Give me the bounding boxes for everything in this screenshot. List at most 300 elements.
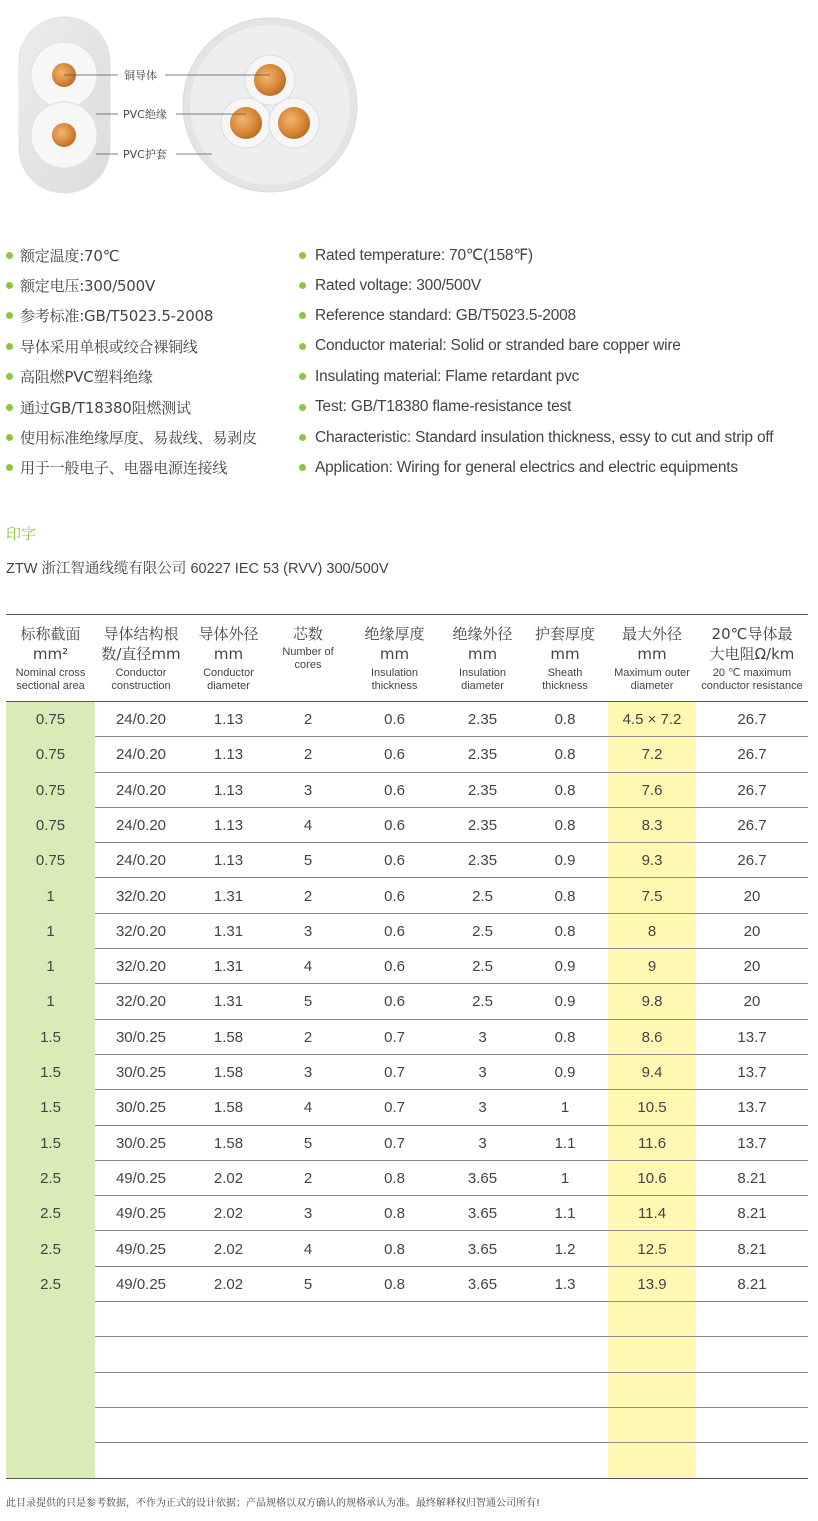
feature-text: 用于一般电子、电器电源连接线	[20, 459, 228, 478]
table-cell: 1.5	[40, 1064, 61, 1081]
table-cell: 0.75	[35, 746, 66, 764]
table-cell	[696, 1337, 808, 1372]
feature-item	[299, 331, 773, 361]
table-cell	[608, 1302, 696, 1337]
table-cell: 7.5	[641, 887, 663, 905]
header-en: 20 ℃ maximum	[712, 667, 792, 679]
table-cell	[95, 1408, 187, 1443]
label-conductor: 铜导体	[124, 69, 157, 82]
table-cell: 20	[743, 922, 761, 940]
table-cell: 2	[303, 746, 313, 764]
feature-item	[6, 301, 257, 331]
table-cell: 4	[303, 816, 313, 834]
table-cell: 5	[303, 852, 313, 870]
table-cell: 49/0.25	[115, 1275, 167, 1293]
table-cell	[608, 1443, 696, 1478]
header-cn: 导体结构根	[103, 625, 179, 643]
header-en: Conductor	[115, 667, 167, 679]
header-en: Sheath	[547, 667, 583, 679]
table-cell: 2	[303, 1169, 313, 1187]
table-cell: 0.8	[384, 1240, 405, 1258]
table-cell	[522, 1373, 608, 1408]
table-row	[6, 1090, 808, 1125]
feature-text: Test: GB/T18380 flame-resistance test	[315, 398, 572, 416]
column-header	[443, 615, 522, 701]
feature-item	[299, 392, 773, 422]
feature-text: 使用标准绝缘厚度、易裁线、易剥皮	[20, 429, 257, 448]
table-cell	[696, 1373, 808, 1408]
table-cell: 1.58	[213, 1064, 244, 1081]
table-cell	[187, 1408, 270, 1443]
header-cn-line2: 数/直径mm	[101, 645, 181, 663]
feature-item	[299, 270, 773, 300]
table-cell: 1.58	[213, 1099, 244, 1117]
table-cell: 5	[303, 1134, 313, 1152]
header-cn-line2: mm	[213, 645, 244, 663]
header-en-line2: construction	[111, 680, 171, 692]
table-cell	[443, 1337, 522, 1372]
table-cell: 24/0.20	[115, 746, 167, 764]
table-cell: 2.02	[213, 1240, 244, 1258]
feature-item	[6, 362, 257, 392]
table-cell: 0.9	[554, 958, 576, 976]
table-cell: 0.6	[384, 852, 405, 870]
table-cell: 0.8	[384, 1169, 405, 1187]
features-chinese	[6, 240, 257, 483]
table-cell: 13.9	[637, 1275, 667, 1293]
table-cell: 0.9	[554, 1064, 576, 1081]
table-cell: 0.7	[384, 1134, 405, 1152]
table-cell: 1	[560, 1169, 570, 1187]
table-cell: 0.8	[554, 781, 576, 799]
column-header	[608, 615, 696, 701]
bullet-dot-icon	[6, 252, 13, 259]
column-header	[522, 615, 608, 701]
header-en: Insulation	[458, 667, 507, 679]
table-row	[6, 1232, 808, 1267]
header-en-line2: diameter	[207, 680, 250, 692]
table-cell: 0.6	[384, 887, 405, 905]
feature-item	[299, 301, 773, 331]
table-cell: 1.31	[213, 993, 244, 1011]
cable-cross-section-diagram	[0, 0, 818, 210]
header-cn: 芯数	[292, 625, 323, 643]
table-cell: 1.2	[554, 1240, 576, 1258]
table-cell	[6, 1408, 95, 1443]
table-cell	[522, 1443, 608, 1478]
table-cell: 0.6	[384, 922, 405, 940]
table-row	[6, 1373, 808, 1408]
feature-item	[299, 422, 773, 452]
table-cell: 1.13	[213, 781, 244, 799]
bullet-dot-icon	[6, 282, 13, 289]
table-cell: 30/0.25	[115, 1028, 167, 1046]
table-cell	[443, 1373, 522, 1408]
table-cell: 1	[46, 993, 55, 1011]
label-sheath: PVC护套	[123, 148, 167, 161]
table-cell: 0.7	[384, 1099, 405, 1117]
table-cell: 9.8	[641, 993, 663, 1011]
table-cell	[346, 1373, 443, 1408]
table-cell: 2	[303, 711, 313, 728]
table-cell: 3	[478, 1064, 487, 1081]
table-cell	[696, 1443, 808, 1478]
table-cell: 32/0.20	[115, 993, 167, 1011]
feature-text: 通过GB/T18380阻燃测试	[20, 398, 191, 417]
label-insulation: PVC绝缘	[123, 108, 167, 121]
table-cell: 30/0.25	[115, 1099, 167, 1117]
table-row	[6, 1408, 808, 1443]
bullet-dot-icon	[299, 252, 306, 259]
table-cell	[346, 1337, 443, 1372]
table-cell: 49/0.25	[115, 1240, 167, 1258]
table-cell: 0.8	[554, 922, 576, 940]
table-cell: 5	[303, 1275, 313, 1293]
column-header	[696, 615, 808, 701]
table-cell	[270, 1302, 346, 1337]
column-header	[187, 615, 270, 701]
table-cell: 32/0.20	[115, 958, 167, 976]
table-cell	[346, 1302, 443, 1337]
table-cell: 9.4	[641, 1064, 663, 1081]
header-en-line2: conductor resistance	[701, 680, 803, 692]
table-cell: 8.21	[737, 1275, 767, 1293]
table-cell: 1	[560, 1099, 570, 1117]
table-cell: 8.6	[641, 1028, 663, 1046]
header-cn: 护套厚度	[534, 625, 595, 643]
table-cell	[608, 1373, 696, 1408]
table-cell: 0.75	[35, 711, 66, 728]
table-cell: 2.35	[467, 816, 498, 834]
feature-item	[6, 240, 257, 270]
table-cell: 0.75	[35, 852, 66, 870]
table-cell: 13.7	[737, 1064, 767, 1081]
table-cell	[346, 1408, 443, 1443]
table-cell	[696, 1408, 808, 1443]
feature-item	[6, 331, 257, 361]
column-header	[346, 615, 443, 701]
feature-text: Application: Wiring for general electrics and electric equipments	[315, 458, 738, 476]
feature-item	[6, 422, 257, 452]
bullet-dot-icon	[299, 464, 306, 471]
table-cell: 1.1	[554, 1134, 576, 1152]
table-cell: 26.7	[737, 816, 767, 834]
table-cell	[443, 1443, 522, 1478]
spec-table	[6, 614, 808, 1479]
table-cell	[187, 1337, 270, 1372]
table-cell: 0.8	[554, 746, 576, 764]
table-cell: 0.6	[384, 781, 405, 799]
table-cell	[696, 1302, 808, 1337]
header-cn: 导体外径	[198, 625, 259, 643]
table-cell: 1.58	[213, 1134, 244, 1152]
table-cell	[346, 1443, 443, 1478]
table-cell: 3.65	[467, 1240, 498, 1258]
table-row	[6, 1443, 808, 1478]
table-cell: 26.7	[737, 746, 767, 764]
table-cell: 3.65	[467, 1169, 498, 1187]
table-cell: 1.13	[213, 852, 244, 870]
table-cell: 4.5 × 7.2	[622, 711, 682, 728]
table-cell: 2.02	[213, 1169, 244, 1187]
table-cell: 2.5	[40, 1240, 61, 1258]
table-cell: 7.2	[641, 746, 663, 764]
table-row	[6, 1337, 808, 1372]
feature-text: 导体采用单根或绞合裸铜线	[20, 337, 198, 356]
header-cn-line2: mm	[550, 645, 580, 663]
table-cell: 2.35	[467, 711, 498, 728]
table-cell: 32/0.20	[115, 922, 167, 940]
table-cell: 30/0.25	[115, 1064, 167, 1081]
table-row	[6, 879, 808, 914]
table-cell: 0.8	[554, 887, 576, 905]
feature-text: Rated temperature: 70℃(158℉)	[315, 246, 533, 264]
table-cell	[443, 1408, 522, 1443]
table-cell: 0.7	[384, 1028, 405, 1046]
table-cell: 1.5	[40, 1134, 61, 1152]
header-cn-line2: mm²	[32, 645, 69, 663]
column-header	[6, 615, 95, 701]
table-cell: 2.5	[40, 1169, 61, 1187]
table-body	[6, 702, 808, 1479]
header-en: Maximum outer	[614, 667, 690, 679]
table-cell	[6, 1302, 95, 1337]
table-cell: 0.8	[554, 711, 576, 728]
table-cell: 1.31	[213, 922, 244, 940]
table-cell: 0.6	[384, 958, 405, 976]
table-cell: 4	[303, 1240, 313, 1258]
table-cell: 2	[303, 1028, 313, 1046]
table-cell: 1	[46, 958, 55, 976]
marking-text: ZTW 浙江智通线缆有限公司 60227 IEC 53 (RVV) 300/500V	[6, 561, 389, 577]
table-cell	[522, 1337, 608, 1372]
table-cell	[522, 1302, 608, 1337]
header-cn-line2: mm	[379, 645, 410, 663]
table-cell: 2.5	[40, 1205, 61, 1223]
table-row	[6, 984, 808, 1019]
table-cell: 13.7	[737, 1028, 767, 1046]
header-en: Insulation	[370, 667, 419, 679]
table-cell: 2.35	[467, 746, 498, 764]
table-row	[6, 1302, 808, 1337]
features-english	[299, 240, 773, 483]
feature-text: 参考标准:GB/T5023.5-2008	[20, 307, 214, 326]
bullet-dot-icon	[6, 434, 13, 441]
table-cell: 20	[743, 887, 761, 905]
table-cell: 0.7	[384, 1064, 405, 1081]
table-cell: 0.6	[384, 993, 405, 1011]
table-cell: 3	[303, 1205, 313, 1223]
table-cell: 3	[303, 781, 313, 799]
table-cell: 0.6	[384, 746, 405, 764]
table-cell: 2.5	[472, 922, 493, 940]
table-cell: 1.5	[40, 1099, 61, 1117]
table-cell: 0.6	[384, 816, 405, 834]
header-cn: 标称截面	[20, 625, 81, 643]
header-en: Nominal cross	[15, 667, 86, 679]
table-cell: 2	[303, 887, 313, 905]
table-cell	[270, 1373, 346, 1408]
table-cell	[270, 1443, 346, 1478]
table-cell: 3	[478, 1099, 487, 1117]
table-cell: 2.5	[472, 993, 493, 1011]
feature-text: 额定电压:300/500V	[20, 277, 156, 296]
marking-title: 印字	[6, 525, 37, 543]
table-cell	[608, 1408, 696, 1443]
header-en: Number of	[282, 646, 334, 658]
table-cell: 2.5	[472, 887, 493, 905]
feature-text: Conductor material: Solid or stranded bare copper wire	[315, 337, 681, 355]
header-en-line2: thickness	[542, 680, 588, 692]
table-cell: 7.6	[641, 781, 663, 799]
table-row	[6, 1055, 808, 1090]
round-three-core-cable	[183, 18, 357, 192]
table-cell: 1.1	[554, 1205, 576, 1223]
feature-item	[299, 240, 773, 270]
table-cell: 3	[303, 922, 313, 940]
table-cell: 3	[478, 1028, 487, 1046]
bullet-dot-icon	[6, 404, 13, 411]
table-cell	[6, 1443, 95, 1478]
table-cell: 2.35	[467, 781, 498, 799]
table-row	[6, 808, 808, 843]
header-cn: 绝缘外径	[452, 625, 513, 643]
feature-text: Reference standard: GB/T5023.5-2008	[315, 306, 576, 324]
table-cell: 24/0.20	[115, 852, 167, 870]
table-row	[6, 1126, 808, 1161]
table-cell: 24/0.20	[115, 816, 167, 834]
header-cn: 20℃导体最	[711, 625, 793, 643]
table-cell	[6, 1373, 95, 1408]
table-cell	[6, 1337, 95, 1372]
header-cn-line2: mm	[467, 645, 498, 663]
bullet-dot-icon	[6, 312, 13, 319]
table-cell: 11.4	[637, 1205, 667, 1223]
table-cell: 12.5	[637, 1240, 667, 1258]
header-en-line2: diameter	[461, 680, 504, 692]
table-cell	[187, 1443, 270, 1478]
header-cn-line2: mm	[637, 645, 667, 663]
table-cell: 13.7	[737, 1134, 767, 1152]
table-cell	[443, 1302, 522, 1337]
table-header	[6, 614, 808, 702]
table-cell: 0.8	[384, 1275, 405, 1293]
table-cell: 1.13	[213, 746, 244, 764]
table-cell: 3.65	[467, 1275, 498, 1293]
bullet-dot-icon	[6, 373, 13, 380]
table-cell: 4	[303, 958, 313, 976]
header-cn: 绝缘厚度	[364, 625, 425, 643]
table-cell	[95, 1443, 187, 1478]
table-cell	[608, 1337, 696, 1372]
table-cell: 9	[647, 958, 657, 976]
table-cell: 24/0.20	[115, 711, 167, 728]
table-cell: 49/0.25	[115, 1205, 167, 1223]
table-cell: 2.02	[213, 1205, 244, 1223]
table-row	[6, 702, 808, 737]
table-cell: 0.9	[554, 852, 576, 870]
table-cell	[187, 1302, 270, 1337]
table-cell: 30/0.25	[115, 1134, 167, 1152]
table-cell: 20	[743, 993, 761, 1011]
header-en-line2: sectional area	[16, 680, 85, 692]
header-en-line2: thickness	[371, 680, 418, 692]
table-cell: 26.7	[737, 711, 767, 728]
table-row	[6, 1161, 808, 1196]
bullet-dot-icon	[299, 282, 306, 289]
flat-twin-cable	[19, 17, 110, 193]
table-cell: 1.31	[213, 958, 244, 976]
feature-text: Rated voltage: 300/500V	[315, 276, 482, 294]
table-cell: 26.7	[737, 781, 767, 799]
table-cell: 10.6	[637, 1169, 667, 1187]
column-header	[95, 615, 187, 701]
table-row	[6, 1020, 808, 1055]
table-cell: 8.3	[641, 816, 663, 834]
disclaimer-footnote: 此目录提供的只是参考数据，不作为正式的设计依据；产品规格以双方确认的规格承认为准。最终解释权归智通公司所有!	[6, 1498, 541, 1509]
table-cell: 0.6	[384, 711, 405, 728]
bullet-dot-icon	[6, 343, 13, 350]
table-cell: 3	[303, 1064, 313, 1081]
header-en: Conductor	[203, 667, 254, 679]
table-cell: 11.6	[637, 1134, 667, 1152]
table-cell	[522, 1408, 608, 1443]
header-cn: 最大外径	[621, 625, 682, 643]
table-cell	[95, 1373, 187, 1408]
feature-text: 额定温度:70℃	[20, 246, 120, 265]
table-cell	[187, 1373, 270, 1408]
table-cell: 1.13	[213, 816, 244, 834]
table-cell: 3.65	[467, 1205, 498, 1223]
table-cell: 8.21	[737, 1240, 767, 1258]
table-cell: 1.5	[40, 1028, 61, 1046]
table-cell: 1	[46, 887, 55, 905]
bullet-dot-icon	[299, 312, 306, 319]
table-cell	[95, 1302, 187, 1337]
table-cell: 0.8	[554, 816, 576, 834]
table-cell: 2.02	[213, 1275, 244, 1293]
header-en-line2: diameter	[630, 680, 674, 692]
feature-text: 高阻燃PVC塑料绝缘	[20, 368, 153, 387]
header-cn-line2: 大电阻Ω/km	[709, 645, 795, 663]
table-cell: 1.31	[213, 887, 244, 905]
table-cell: 32/0.20	[115, 887, 167, 905]
bullet-dot-icon	[299, 434, 306, 441]
table-row	[6, 843, 808, 878]
bullet-dot-icon	[299, 404, 306, 411]
bullet-dot-icon	[299, 343, 306, 350]
table-cell	[270, 1337, 346, 1372]
table-cell: 2.5	[472, 958, 493, 976]
table-cell: 5	[303, 993, 313, 1011]
table-cell: 1.3	[554, 1275, 576, 1293]
table-row	[6, 949, 808, 984]
table-cell: 1.58	[213, 1028, 244, 1046]
bullet-dot-icon	[299, 373, 306, 380]
table-cell: 49/0.25	[115, 1169, 167, 1187]
table-row	[6, 1196, 808, 1231]
table-cell: 4	[303, 1099, 313, 1117]
table-cell: 0.8	[554, 1028, 576, 1046]
table-cell: 8.21	[737, 1169, 767, 1187]
table-row	[6, 773, 808, 808]
table-cell: 20	[743, 958, 761, 976]
table-cell: 1.13	[213, 711, 244, 728]
table-cell: 8	[647, 922, 657, 940]
table-cell: 1	[46, 922, 55, 940]
feature-text: Insulating material: Flame retardant pvc	[315, 367, 580, 385]
table-row	[6, 1267, 808, 1302]
